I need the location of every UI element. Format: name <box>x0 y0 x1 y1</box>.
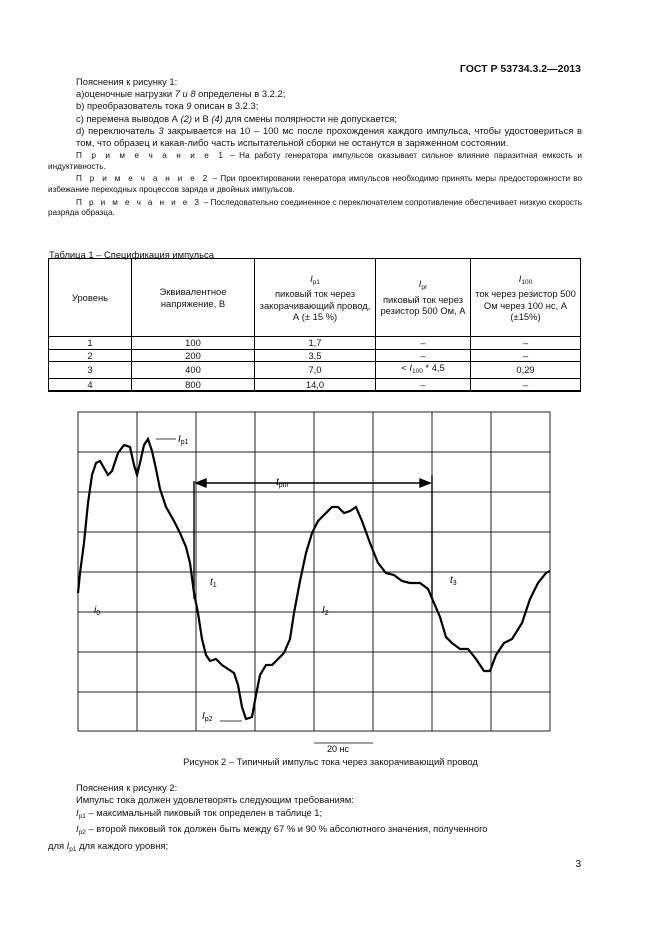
table-row <box>49 378 581 391</box>
cell-voltage: 200 <box>132 349 255 362</box>
item-c: с) перемена выводов А (2) и В (4) для смены полярности не допускается; <box>76 112 397 124</box>
cell-i100: 0,29 <box>471 362 581 379</box>
table-row <box>49 337 581 350</box>
pulse-spec-table <box>48 258 581 392</box>
note-2: П р и м е ч а н и е 2 – При проектировании генератора импульсов необходимо принять меры предосторожности во избежание переходных процессов заряда и двойных импульсов. <box>48 174 582 194</box>
label-t3: $t_3$ <box>450 575 457 587</box>
requirement-ip2: $I_{p2}$ – второй пиковый ток должен быть между 67 % и 90 % абсолютного значения, полученного <box>76 823 488 837</box>
header-ipr: $I_{pr}$ пиковый ток через резистор 500 Ом, А <box>376 259 471 337</box>
cell-i100: – <box>471 337 581 350</box>
time-scale-label: 20 нс <box>327 744 349 754</box>
figure2-explanations <box>48 782 582 856</box>
label-t1: $t_1$ <box>210 577 217 589</box>
cell-i100: – <box>471 349 581 362</box>
label-i0: $i_0$ <box>94 605 101 617</box>
item-d: d) переключатель 3 закрывается на 10 – 100 мс после прохождения каждого импульса, чтобы удостовериться в том, что образец и какая-либо часть испытательной сборки не останутся в заряженном состоянии. <box>76 124 583 149</box>
cell-ip1: 1,7 <box>255 337 376 350</box>
item-b: b) преобразователь тока 9 описан в 3.2.3; <box>76 100 259 112</box>
table-caption: Таблица 1 – Спецификация импульса <box>49 249 214 260</box>
explanations2-intro: Импульс тока должен удовлетворять следующим требованиям: <box>76 794 354 806</box>
pulse-waveform-figure <box>70 403 560 755</box>
cell-voltage: 400 <box>132 362 255 379</box>
label-ip1: $I_{p1}$ <box>178 434 189 446</box>
page-number: 3 <box>575 859 581 870</box>
figure1-explanations <box>48 76 583 219</box>
explanations-title: Пояснения к рисунку 1: <box>76 76 178 87</box>
header-ip1: $I_{p1}$ пиковый ток через закорачивающий провод, А (± 15 %) <box>255 259 376 337</box>
cell-ip1: 14,0 <box>255 378 376 391</box>
cell-level: 3 <box>49 362 132 379</box>
label-t2: $I_2$ <box>322 605 329 617</box>
cell-ipr: – <box>376 337 471 350</box>
requirement-ip1: $I_{p1}$ – максимальный пиковый ток определен в таблице 1; <box>76 806 323 820</box>
table-row <box>49 349 581 362</box>
oscilloscope-grid <box>78 412 550 731</box>
label-tpm: $t_{pm}$ <box>276 477 289 489</box>
note-3: П р и м е ч а н и е 3 – Последовательно соединенное с переключателем сопротивление обеспечивает низкую скорость разряда образца. <box>48 197 582 218</box>
label-ip2: $I_{p2}$ <box>202 711 213 723</box>
header-i100: $I_{100}$ ток через резистор 500 Ом через 100 нс, А (±15%) <box>471 259 581 337</box>
cell-voltage: 800 <box>132 378 255 391</box>
cell-ip1: 7,0 <box>255 362 376 379</box>
cell-level: 4 <box>49 378 132 391</box>
cell-ipr: – <box>376 349 471 362</box>
explanations2-title: Пояснения к рисунку 2: <box>76 782 178 793</box>
header-voltage: Эквивалентное напряжение, В <box>132 259 255 337</box>
figure-caption: Рисунок 2 – Типичный импульс тока через закорачивающий провод <box>183 756 478 767</box>
cell-voltage: 100 <box>132 337 255 350</box>
cell-level: 2 <box>49 349 132 362</box>
requirement-ip2-cont: для $I_{p1}$ для каждого уровня; <box>48 839 169 853</box>
cell-ipr: < $I_{100} * 4,5$ <box>376 362 471 379</box>
cell-ipr: – <box>376 378 471 391</box>
cell-i100: – <box>471 378 581 391</box>
header-level: Уровень <box>49 259 132 337</box>
item-a: а)оценочные нагрузки 7 и 8 определены в 3.2.2; <box>76 88 286 100</box>
tpm-dimension <box>194 475 432 599</box>
cell-level: 1 <box>49 337 132 350</box>
table-header-row <box>49 259 581 337</box>
standard-header: ГОСТ Р 53734.3.2—2013 <box>459 63 581 75</box>
note-1: П р и м е ч а н и е 1 – На работу генератора импульсов оказывает сильное влияние паразитная емкость и индуктивность. <box>48 151 582 171</box>
leader-lines <box>156 439 373 743</box>
table-row <box>49 362 581 379</box>
cell-ip1: 3,5 <box>255 349 376 362</box>
